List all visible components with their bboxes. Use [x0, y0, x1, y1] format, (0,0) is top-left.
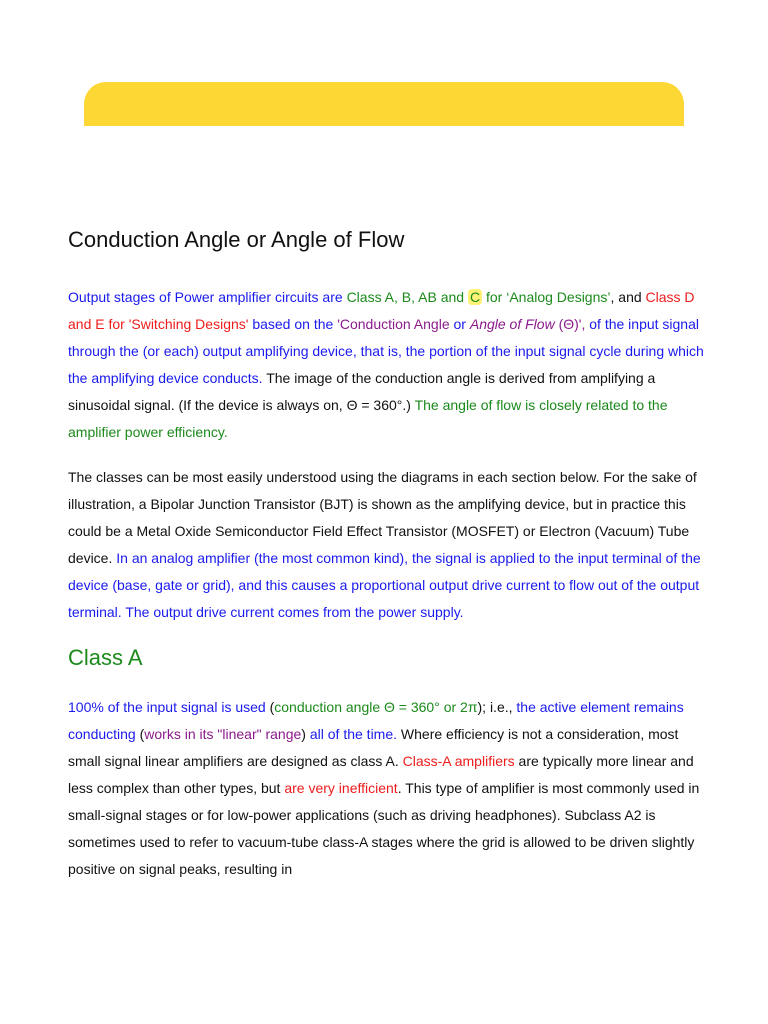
document-body	[68, 226, 708, 901]
text-run: . This type of amplifier is most commonly used in small-signal stages or for low-power applications (such as driving headphones). Subclass A2 is sometimes used to refer to vacuum-tube class-A stages where the grid is allowed to be driven slightly positive on signal peaks, resulting in	[68, 780, 700, 877]
text-run: Where efficiency is not a consideration, most small signal linear amplifiers are designed as class A.	[68, 726, 679, 769]
intro-paragraph-1	[68, 284, 708, 446]
text-run: (	[265, 699, 275, 715]
text-run: (	[135, 726, 145, 742]
text-run: )	[301, 726, 310, 742]
text-run: 100% of the input signal is used	[68, 699, 266, 715]
text-run: C	[469, 289, 481, 305]
intro-paragraph-2	[68, 464, 708, 626]
text-run: conduction angle Θ = 360° or 2π	[274, 699, 478, 715]
text-run: or	[449, 316, 470, 332]
text-run: The angle of flow is closely related to the amplifier power efficiency.	[68, 397, 668, 440]
text-run: Class D and E for 'Switching Designs'	[68, 289, 695, 332]
text-run: The classes can be most easily understood using the diagrams in each section below. For the sake of illustration, a Bipolar Junction Transistor (BJT) is shown as the amplifying device, but in practice this could be a Metal Oxide Semiconductor Field Effect Transistor (MOSFET) or Electron (Vacuum) Tube device.	[68, 469, 697, 566]
text-run: are very inefficient	[284, 780, 398, 796]
text-run: ); i.e.,	[477, 699, 517, 715]
text-run: (Θ)',	[554, 316, 586, 332]
text-run: for ‘Analog Designs’	[482, 289, 611, 305]
text-run: of the input signal through the (or each) output amplifying device, that is, the portion of the input signal cycle during which the amplifying device conducts.	[68, 316, 704, 386]
page-title: Conduction Angle or Angle of Flow	[68, 227, 405, 252]
text-run: Class-A amplifiers	[402, 753, 515, 769]
text-run: The image of the conduction angle is derived from amplifying a sinusoidal signal. (If the device is always on, Θ = 360°.)	[68, 370, 656, 413]
text-run: In an analog amplifier (the most common kind), the signal is applied to the input terminal of the device (base, gate or grid), and this causes a proportional output drive current to flow out of the output terminal. The output drive current comes from the power supply.	[68, 550, 701, 620]
class-a-paragraph-1	[68, 694, 708, 883]
text-run: Class A, B, AB and	[346, 289, 468, 305]
section-heading-class-a: Class A	[68, 645, 143, 670]
text-run: all of the time.	[309, 726, 398, 742]
text-run: , and	[610, 289, 642, 305]
text-run: are typically more linear and less complex than other types, but	[68, 753, 694, 796]
text-run: Angle of Flow	[469, 316, 555, 332]
header-banner	[84, 82, 684, 126]
text-run: based on the	[248, 316, 338, 332]
text-run: 'Conduction Angle	[337, 316, 450, 332]
text-run: works in its "linear" range	[144, 726, 302, 742]
text-run: the active element remains conducting	[68, 699, 684, 742]
text-run: Output stages of Power amplifier circuits are	[68, 289, 347, 305]
